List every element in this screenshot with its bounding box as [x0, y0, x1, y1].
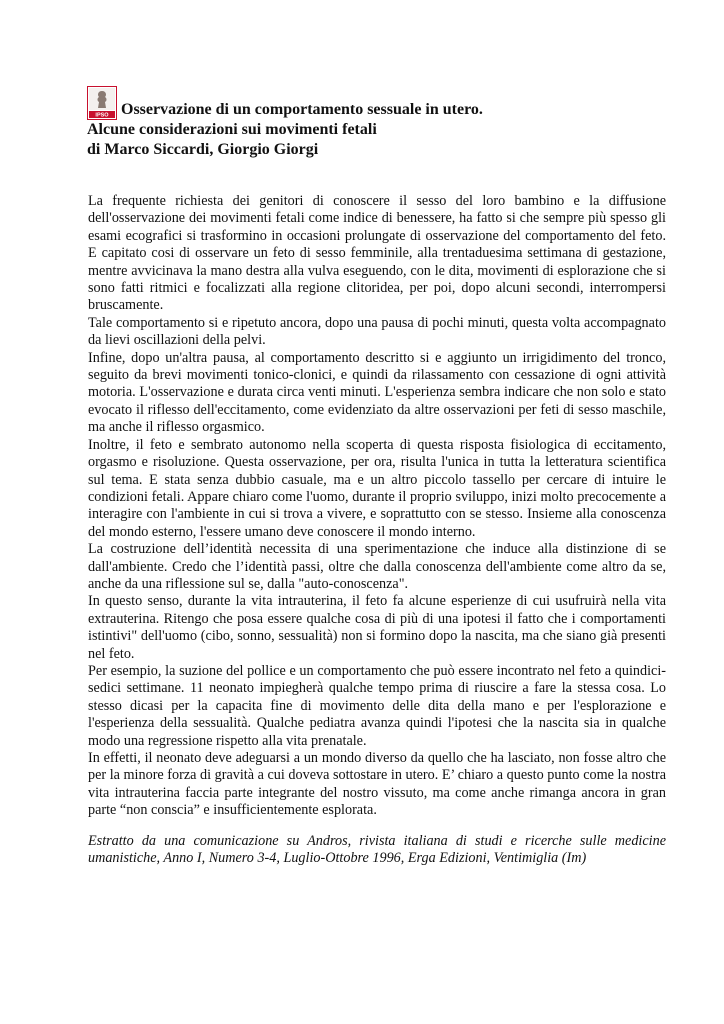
- paragraph-8: In effetti, il neonato deve adeguarsi a un mondo diverso da quello che ha lasciato, non fosse altro che per la minore forza di gravità a cui doveva sottostare in utero. E’ chiaro a questo punto come la nostra vita intrauterina faccia parte integrante del nostro vissuto, ma come anche rimanga ancora in gran parte “non conscia” e insufficientemente esplorata.: [88, 750, 666, 819]
- paragraph-5: La costruzione dell’identità necessita di una sperimentazione che induce alla distinzione di se dall'ambiente. Credo che l’identità passi, oltre che dalla conoscenza dell'ambiente come altro da se, anche da una riflessione sul se, dalla "auto-conoscenza".: [88, 541, 666, 592]
- paragraph-2: Tale comportamento si e ripetuto ancora, dopo una pausa di pochi minuti, questa volta accompagnato da lievi oscillazioni della pelvi.: [88, 314, 666, 349]
- title-line-1: Osservazione di un comportamento sessuale in utero.: [121, 101, 483, 118]
- paragraph-1: La frequente richiesta dei genitori di conoscere il sesso del loro bambino e la diffusione dell'osservazione dei movimenti fetali come indice di benessere, ha fatto si che sempre più spesso gli esami ecografici si trasformino in occasioni prolungate di osservazione del comportamento del feto. E capitato cosi di osservare un feto di sesso femminile, alla trentaduesima settimana di gestazione, mentre avvicinava la mano destra alla vulva eseguendo, con le dita, movimenti di esplorazione che si sono fatti ritmici e focalizzati alla regione clitoridea, per poi, dopo alcuni secondi, interrompersi bruscamente.: [88, 193, 666, 314]
- paragraph-4: Inoltre, il feto e sembrato autonomo nella scoperta di questa risposta fisiologica di eccitamento, orgasmo e risoluzione. Questa osservazione, per ora, risulta l'unica in tutta la letteratura scientifica sul tema. E stata senza dubbio casuale, ma e un altro piccolo tassello per cercare di intuire le condizioni fetali. Appare chiaro come l'uomo, durante il proprio sviluppo, inizi molto precocemente a interagire con l'ambiente in cui si trova a vivere, e soprattutto con se stesso. Insieme alla conoscenza del mondo esterno, l'essere umano deve conoscere il mondo interno.: [88, 436, 666, 540]
- article-body: [88, 193, 666, 820]
- document-header: [87, 86, 687, 160]
- paragraph-3: Infine, dopo un'altra pausa, al comportamento descritto si e aggiunto un irrigidimento del tronco, seguito da brevi movimenti tonico-clonici, e quindi da rilassamento con cessazione di ogni attività motoria. L'osservazione e durata circa venti minuti. L'esperienza sembra indicare che non solo e stato evocato il riflesso dell'eccitamento, come evidenziato da altre osservazioni per feti di sesso maschile, ma anche il riflesso orgasmico.: [88, 349, 666, 436]
- source-note: Estratto da una comunicazione su Andros, rivista italiana di studi e ricerche sulle medicine umanistiche, Anno I, Numero 3-4, Luglio-Ottobre 1996, Erga Edizioni, Ventimiglia (Im): [88, 833, 666, 867]
- paragraph-7: Per esempio, la suzione del pollice e un comportamento che può essere incontrato nel feto a quindici-sedici settimane. 11 neonato impiegherà qualche tempo prima di riuscire a fare la stessa cosa. Lo stesso dicasi per la capacita fine di movimento delle dita della mano e per l'esplorazione e l'esperienza della sessualità. Qualche pediatra avanza quindi l'ipotesi che la nascita sia in qualche modo una regressione rispetto alla vita prenatale.: [88, 662, 666, 749]
- ipso-logo-icon: [87, 86, 117, 120]
- logo-text: IPSO: [95, 112, 109, 119]
- paragraph-6: In questo senso, durante la vita intrauterina, il feto fa alcune esperienze di cui usufruirà nella vita extrauterina. Ritengo che posa essere qualche cosa di più di una ipotesi il fatto che i comportamenti istintivi" dell'uomo (cibo, sonno, sessualità) non si formino dopo la nascita, ma che siano già presenti nel feto.: [88, 593, 666, 662]
- document-title: [87, 100, 687, 160]
- title-line-3: di Marco Siccardi, Giorgio Giorgi: [87, 141, 319, 158]
- title-line-2: Alcune considerazioni sui movimenti fetali: [87, 121, 377, 138]
